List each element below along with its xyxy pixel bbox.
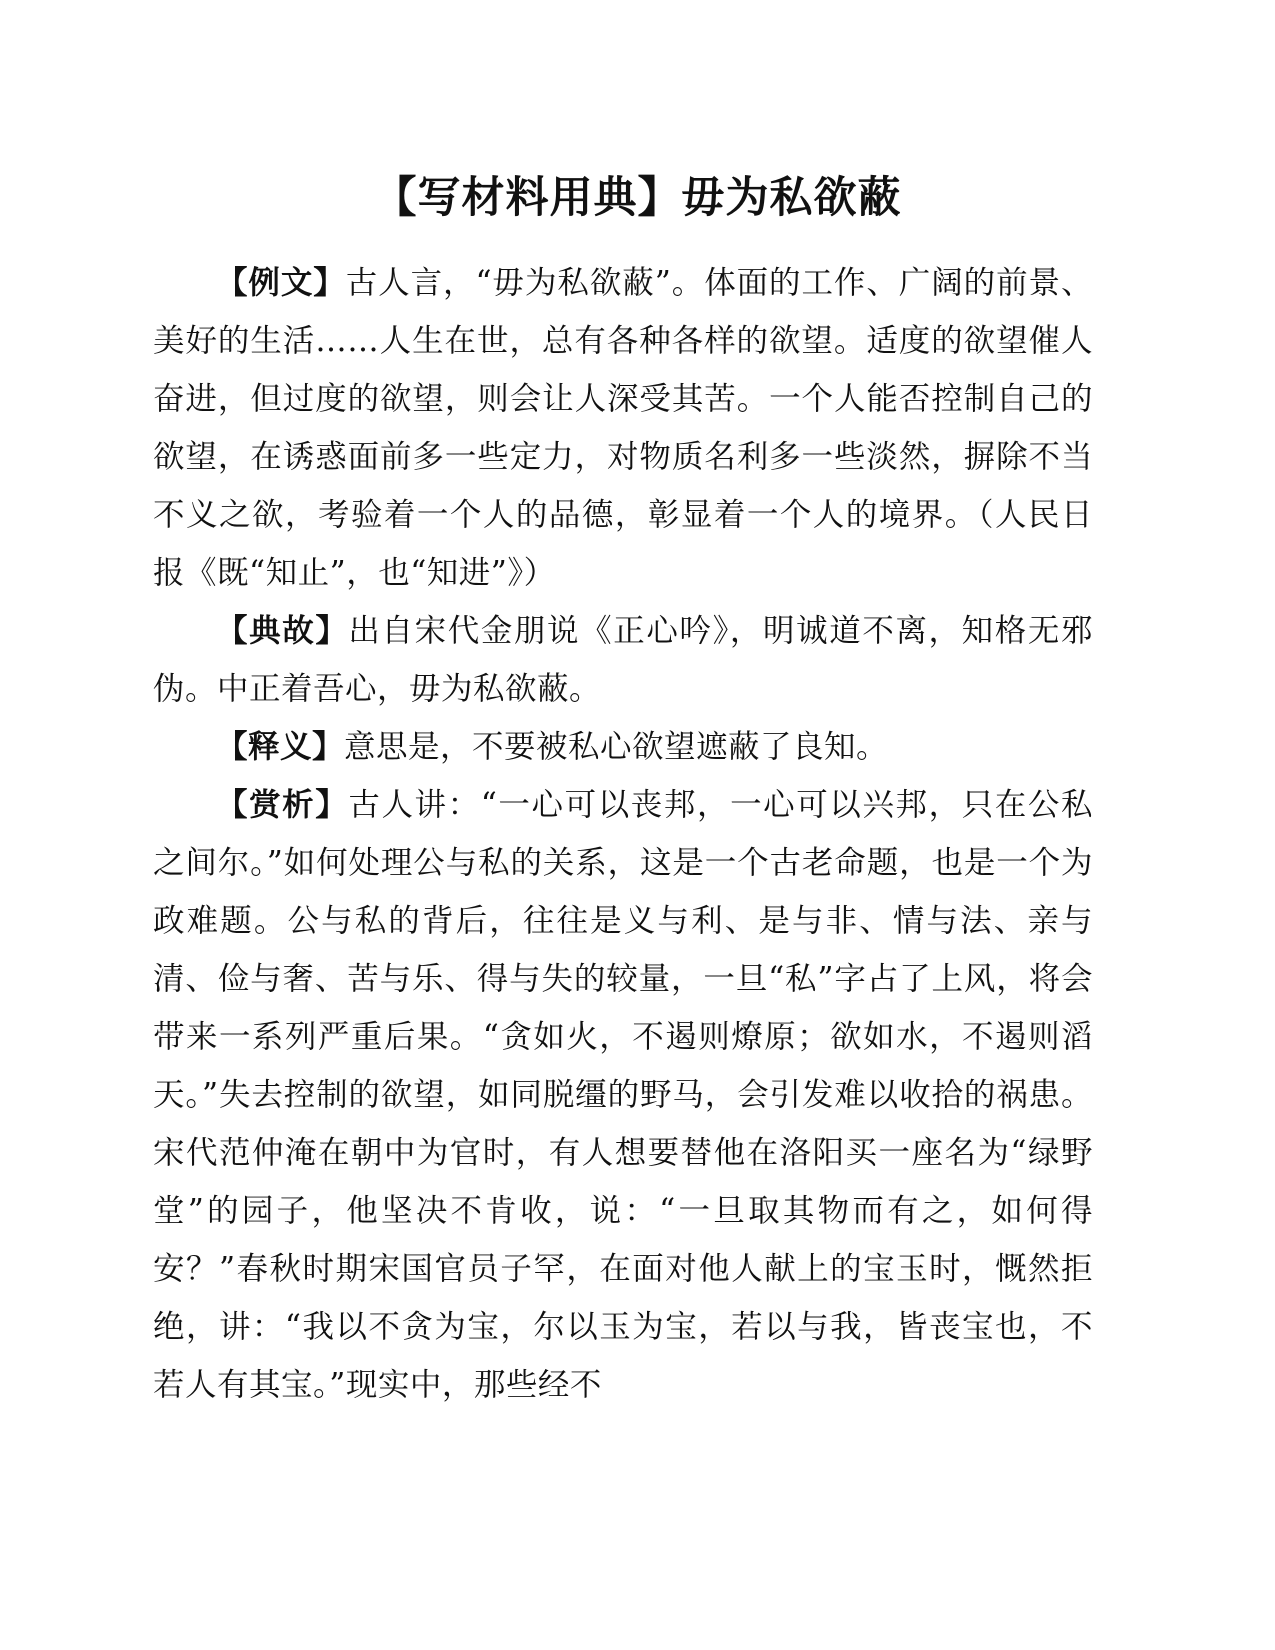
paragraph-allusion — [153, 602, 1093, 718]
document-body — [153, 254, 1093, 1414]
paragraph-tag: 【释义】 — [216, 728, 345, 765]
paragraph-example — [153, 254, 1093, 602]
document-title: 【写材料用典】毋为私欲蔽 — [373, 173, 902, 223]
paragraph-tag: 【赏析】 — [216, 786, 349, 823]
paragraph-text: 古人讲：“一心可以丧邦，一心可以兴邦，只在公私之间尔。”如何处理公与私的关系，这是一个古老命题，也是一个为政难题。公与私的背后，往往是义与利、是与非、情与法、亲与清、俭与奢、苦与乐、得与失的较量，一旦“私”字占了上风，将会带来一系列严重后果。“贪如火，不遏则燎原；欲如水，不遏则滔天。”失去控制的欲望，如同脱缰的野马，会引发难以收拾的祸患。宋代范仲淹在朝中为官时，有人想要替他在洛阳买一座名为“绿野堂”的园子，他坚决不肯收，说：“一旦取其物而有之，如何得安？”春秋时期宋国官员子罕，在面对他人献上的宝玉时，慨然拒绝，讲：“我以不贪为宝，尔以玉为宝，若以与我，皆丧宝也，不若人有其宝。”现实中，那些经不 — [153, 787, 1093, 1403]
paragraph-text: 古人言，“毋为私欲蔽”。体面的工作、广阔的前景、美好的生活……人生在世，总有各种各样的欲望。适度的欲望催人奋进，但过度的欲望，则会让人深受其苦。一个人能否控制自己的欲望，在诱惑面前多一些定力，对物质名利多一些淡然，摒除不当不义之欲，考验着一个人的品德，彰显着一个人的境界。（人民日报《既“知止”，也“知进”》） — [153, 265, 1093, 591]
paragraph-tag: 【例文】 — [216, 264, 346, 301]
paragraph-tag: 【典故】 — [216, 612, 349, 649]
paragraph-meaning — [153, 718, 1093, 776]
paragraph-appreciation — [153, 776, 1093, 1414]
paragraph-text: 意思是，不要被私心欲望遮蔽了良知。 — [344, 729, 889, 765]
paragraph-text: 出自宋代金朋说《正心吟》，明诚道不离，知格无邪伪。中正着吾心，毋为私欲蔽。 — [153, 613, 1093, 707]
